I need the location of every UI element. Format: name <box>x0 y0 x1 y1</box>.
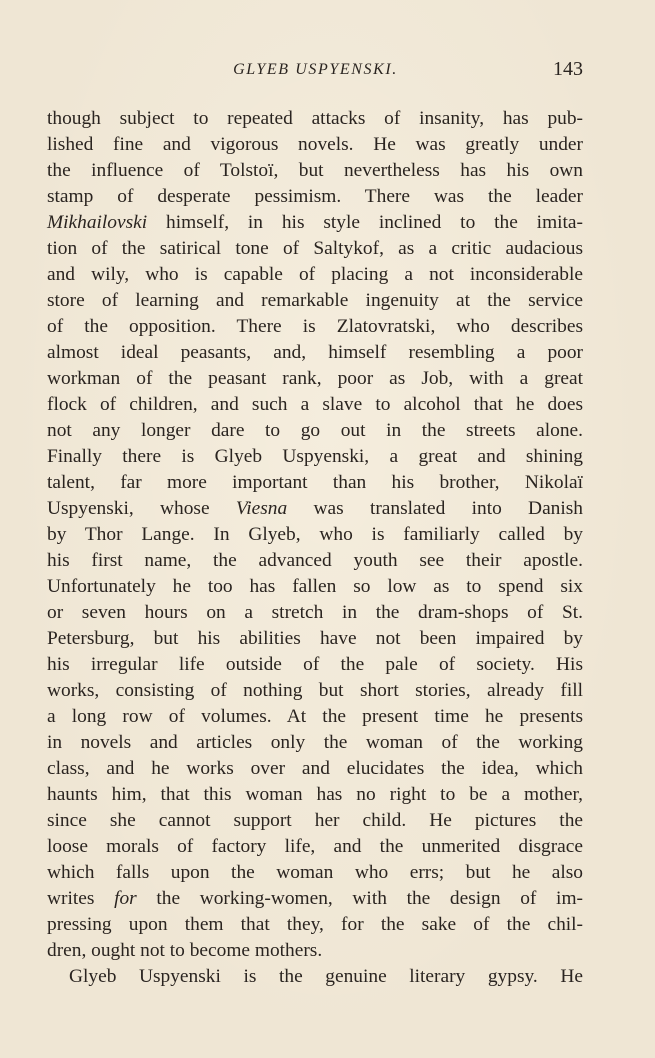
text-line-paragraph-end: dren, ought not to become mothers. <box>47 940 323 961</box>
text-line: Finally there is Glyeb Uspyenski, a great and shining <box>47 446 583 467</box>
body-text <box>47 106 583 990</box>
text-line: pressing upon them that they, for the sake of the chil- <box>47 914 583 935</box>
text-line: a long row of volumes. At the present time he presents <box>47 706 583 727</box>
text-line: by Thor Lange. In Glyeb, who is familiarly called by <box>47 524 583 545</box>
text-line: works, consisting of nothing but short stories, already fill <box>47 680 583 701</box>
text-line: store of learning and remarkable ingenuity at the service <box>47 290 583 311</box>
page-header <box>48 58 583 88</box>
text-line: Petersburg, but his abilities have not been impaired by <box>47 628 583 649</box>
text-line: talent, far more important than his brother, Nikolaï <box>47 472 583 493</box>
text-line: which falls upon the woman who errs; but he also <box>47 862 583 883</box>
text-line: though subject to repeated attacks of insanity, has pub- <box>47 108 583 129</box>
text-line: Uspyenski, whose Viesna was translated into Danish <box>47 498 583 519</box>
text-line: or seven hours on a stretch in the dram-shops of St. <box>47 602 583 623</box>
text-line: in novels and articles only the woman of the working <box>47 732 583 753</box>
text-line: tion of the satirical tone of Saltykof, as a critic audacious <box>47 238 583 259</box>
text-line: class, and he works over and elucidates the idea, which <box>47 758 583 779</box>
text-line: loose morals of factory life, and the unmerited disgrace <box>47 836 583 857</box>
text-line: writes for the working-women, with the design of im- <box>47 888 583 909</box>
text-line: his irregular life outside of the pale of society. His <box>47 654 583 675</box>
text-line: stamp of desperate pessimism. There was the leader <box>47 186 583 207</box>
text-line: the influence of Tolstoï, but nevertheless has his own <box>47 160 583 181</box>
text-line: lished fine and vigorous novels. He was greatly under <box>47 134 583 155</box>
text-line: and wily, who is capable of placing a not inconsiderable <box>47 264 583 285</box>
text-line: almost ideal peasants, and, himself resembling a poor <box>47 342 583 363</box>
text-line: his first name, the advanced youth see their apostle. <box>47 550 583 571</box>
italic-name: Mikhailovski <box>47 212 148 233</box>
text-line: since she cannot support her child. He pictures the <box>47 810 583 831</box>
text-line: flock of children, and such a slave to alcohol that he does <box>47 394 583 415</box>
text-line: haunts him, that this woman has no right to be a mother, <box>47 784 583 805</box>
text-line: not any longer dare to go out in the streets alone. <box>47 420 583 441</box>
text-line: Unfortunately he too has fallen so low as to spend six <box>47 576 583 597</box>
text-line: of the opposition. There is Zlatovratski, who describes <box>47 316 583 337</box>
page-number: 143 <box>553 58 583 80</box>
text-line: workman of the peasant rank, poor as Job, with a great <box>47 368 583 389</box>
italic-title: Viesna <box>235 498 288 519</box>
running-title: GLYEB USPYENSKI. <box>233 61 398 78</box>
italic-word: for <box>114 888 137 909</box>
paragraph-2-first-line: Glyeb Uspyenski is the genuine literary gypsy. He <box>69 966 583 987</box>
text-line: Mikhailovski himself, in his style inclined to the imita- <box>47 212 583 233</box>
